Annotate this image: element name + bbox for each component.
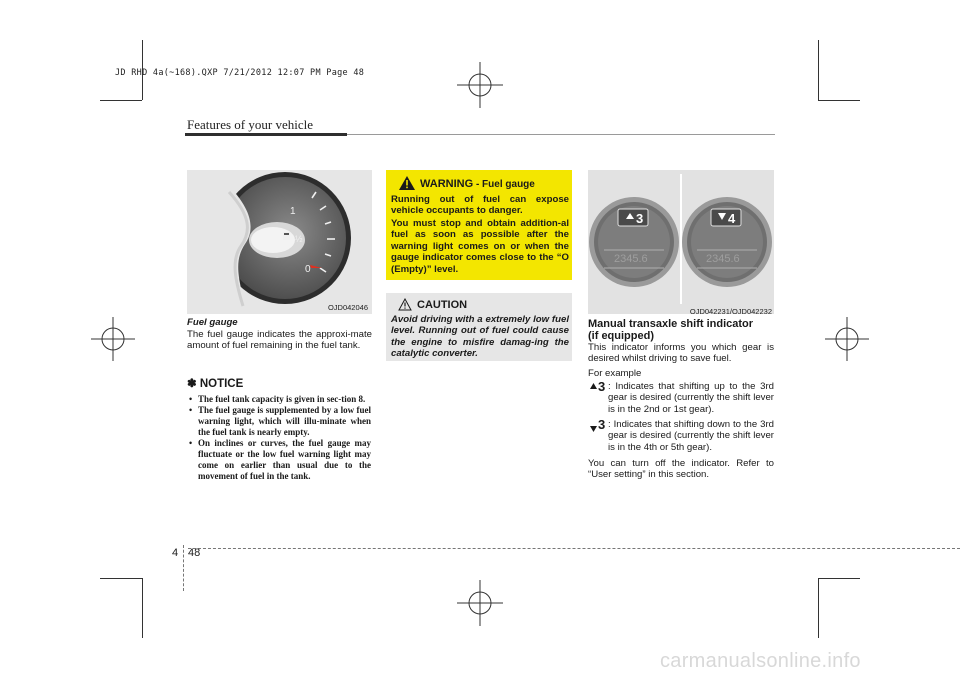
crop-mark — [818, 578, 860, 579]
notice-item: • The fuel tank capacity is given in sec-tion 8. — [187, 394, 371, 405]
header-rule — [185, 133, 347, 136]
crop-mark — [818, 40, 819, 100]
page-number: 48 — [188, 547, 201, 559]
notice-heading: ✽ NOTICE — [187, 378, 244, 390]
notice-list — [187, 394, 371, 482]
crop-mark — [818, 100, 860, 101]
caution-title: CAUTION — [417, 299, 468, 311]
registration-mark-top — [455, 60, 505, 110]
warning-box — [386, 170, 572, 280]
fuel-gauge-description: The fuel gauge indicates the approxi-mate amount of fuel remaining in the fuel tank. — [187, 329, 372, 352]
shift-up-number: 3 — [598, 379, 606, 394]
notice-item: • The fuel gauge is supplemented by a low fuel warning light, which will illu-minate when the fuel tank is nearly empty. — [187, 405, 371, 438]
figure-code: OJD042231/OJD042232 — [689, 307, 772, 316]
fuel-gauge-illustration — [187, 170, 372, 314]
fuel-gauge-figure — [187, 170, 372, 314]
chapter-number: 4 — [172, 547, 179, 559]
arrow-up-icon — [590, 383, 597, 389]
shift-down-number: 3 — [598, 417, 606, 432]
odometer-left: 2345.6 — [614, 253, 648, 265]
shift-indicator-figure — [588, 170, 774, 314]
shift-heading-line-2: (if equipped) — [588, 330, 654, 342]
empty-mark-label: 0 — [305, 264, 311, 275]
arrow-down-icon — [590, 426, 597, 432]
notice-item: • On inclines or curves, the fuel gauge may fluctuate or the low fuel warning light may come on earlier than usual due to the movement of fuel in the tank. — [187, 438, 371, 482]
shift-intro: This indicator informs you which gear is desired whilst driving to save fuel. — [588, 342, 774, 365]
crop-mark — [142, 578, 143, 638]
crop-mark — [818, 578, 819, 638]
print-slug: JD RHD 4a(~168).QXP 7/21/2012 12:07 PM Page 48 — [115, 68, 365, 78]
watermark: carmanualsonline.info — [660, 650, 861, 672]
warning-subtitle: - Fuel gauge — [473, 179, 535, 190]
fuel-gauge-caption: Fuel gauge — [187, 317, 238, 328]
shift-up-description: : Indicates that shifting up to the 3rd gear is desired (currently the shift lever is in the 2nd or 1st gear). — [608, 381, 774, 415]
figure-code: OJD042046 — [327, 303, 368, 312]
odometer-right: 2345.6 — [706, 253, 740, 265]
warning-paragraph-2: You must stop and obtain addition-al fuel as soon as possible after the warning light comes on or when the gauge indicator comes close to the “O (Empty)” level. — [391, 218, 569, 275]
page-header-title: Features of your vehicle — [187, 117, 313, 132]
shift-heading-line-1: Manual transaxle shift indicator — [588, 318, 754, 330]
shift-down-description: : Indicates that shifting down to the 3rd gear is desired (currently the shift lever is in the 4th or 5th gear). — [608, 419, 774, 453]
footer-rule — [188, 548, 960, 549]
half-mark-label: ½ — [295, 234, 303, 244]
warning-triangle-icon — [399, 176, 415, 190]
footer-divider — [183, 545, 185, 591]
crop-mark — [100, 578, 142, 579]
shift-indicator-illustration — [588, 170, 774, 314]
caution-triangle-icon — [398, 298, 412, 311]
registration-mark-right — [824, 316, 870, 362]
header-rule-thin — [347, 134, 775, 135]
warning-paragraph-1: Running out of fuel can expose vehicle occupants to danger. — [391, 194, 569, 217]
registration-mark-bottom — [455, 578, 505, 628]
shift-down-gear-label: 4 — [728, 211, 736, 226]
fuel-pump-icon — [283, 232, 290, 240]
caution-body: Avoid driving with a extremely low fuel level. Running out of fuel could cause the engine to misfire damag-ing the catalytic converter. — [391, 314, 569, 360]
warning-title: WARNING — [420, 178, 474, 190]
full-mark-label: 1 — [290, 206, 296, 217]
registration-mark-left — [90, 316, 136, 362]
shift-outro: You can turn off the indicator. Refer to “User setting” in this section. — [588, 458, 774, 481]
shift-up-gear-label: 3 — [636, 211, 644, 226]
caution-box — [386, 293, 572, 361]
crop-mark — [100, 100, 142, 101]
example-label: For example — [588, 368, 642, 379]
shift-indicator-heading — [588, 318, 753, 342]
warning-title-line — [420, 178, 535, 190]
